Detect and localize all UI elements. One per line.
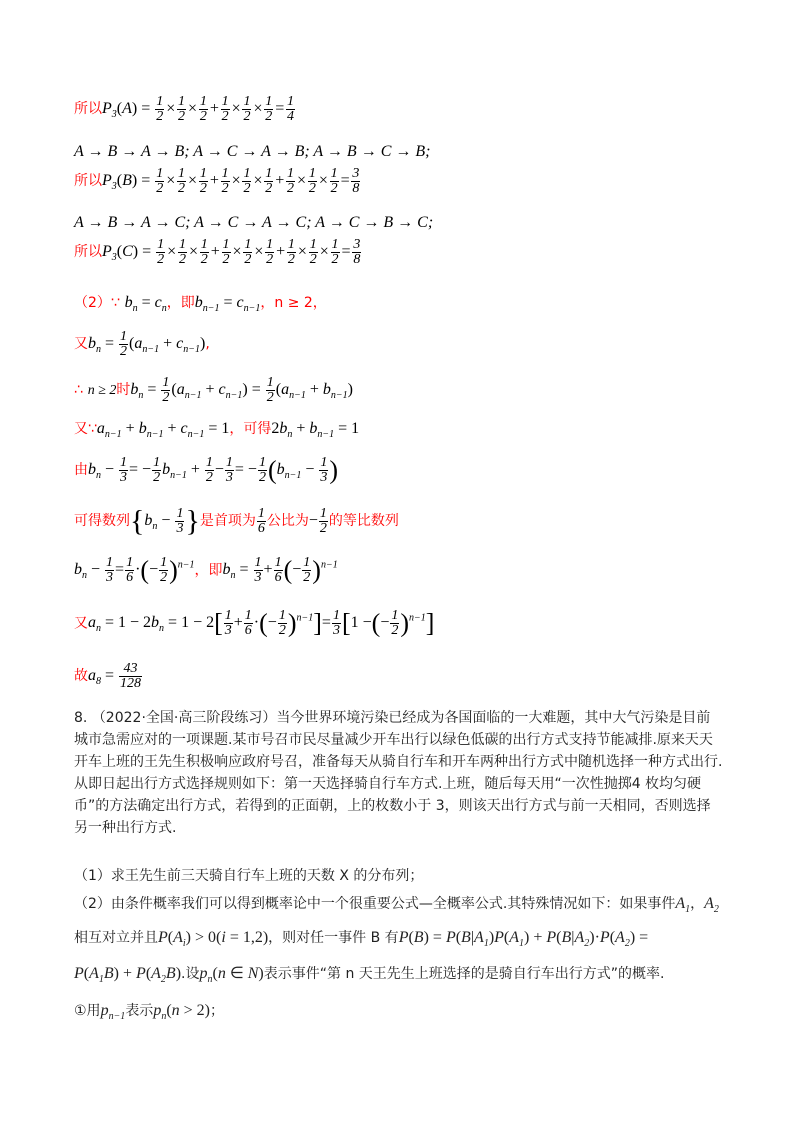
paths-line-1: A → B → A → B; A → C → A → B; A → B → C → B; — [74, 143, 431, 160]
line-geometric — [74, 504, 399, 538]
paths-line-2: A → B → A → C; A → C → A → C; A → C → B → C; — [74, 214, 434, 231]
a8-denominator: 128 — [120, 676, 142, 691]
formula-bn-def: $b_n$ = $\frac{1}{2}$ $(a_{n-1} + c_{n-1})$ — [88, 329, 206, 359]
formula-a1: $A_1$ — [675, 895, 691, 916]
line-bn-formula — [74, 556, 338, 587]
label-from: 由 — [74, 462, 88, 479]
problem-8 — [74, 707, 724, 839]
label-youbecause: 又∵ — [74, 421, 97, 437]
formula-sum: $a_{n-1} + b_{n-1} + c_{n-1} = 1$ — [96, 420, 230, 441]
formula-total-prob: $P(B) = P(B|A_1)P(A_1) + P(B|A_2)\cdot P(A_2)$ = — [398, 929, 649, 950]
label-suoyi-b: 所以 — [74, 173, 102, 190]
question-2-line1: （2）由条件概率我们可以得到概率论中一个很重要公式—全概率公式.其特殊情况如下：如果事件$A_1$，$A_2$ — [74, 895, 719, 916]
label-ji: ，即 — [166, 295, 195, 311]
formula-p3b: $P_3(B)$ = $\frac{1}{2}$ × $\frac{1}{2}$ × $\frac{1}{2}$ + $\frac{1}{2}$ × $\frac{1}{2}$ × $\frac{1}{2}$ + $\frac{1}{2}$ × $\frac{1}{2}$ × $\frac{1}{2}$ = $\frac{3}{8}$ — [102, 166, 360, 196]
line-therefore — [74, 376, 353, 406]
label-gu: 故 — [74, 668, 88, 685]
formula-bn-closed: $b_n$ = $\frac{1}{3}$ + $\frac{1}{6}$ (− $\frac{1}{2}$ )$^{n-1}$ — [222, 555, 338, 586]
formula-pn-n2: $p_n(n > 2)$ — [153, 1001, 210, 1022]
formula-p3c: $P_3(C)$ = $\frac{1}{2}$ × $\frac{1}{2}$ × $\frac{1}{2}$ + $\frac{1}{2}$ × $\frac{1}{2}$ × $\frac{1}{2}$ + $\frac{1}{2}$ × $\frac{1}{2}$ × $\frac{1}{2}$ = $\frac{3}{8}$ — [102, 237, 361, 267]
line-an-formula — [74, 609, 434, 640]
q2-text-c: ，则对任一事件 B 有 — [268, 930, 399, 947]
formula-first-term: $\frac{1}{6}$ — [257, 506, 265, 536]
line-p3a — [74, 95, 296, 125]
formula-pn-def: $p_n(n$ ∈ N) — [199, 965, 264, 986]
formula-joint: $P(A_1B) + P(A_2B)$ — [74, 965, 182, 986]
label-suoyi-c: 所以 — [74, 244, 102, 261]
label-suoyi: 所以 — [74, 101, 102, 118]
formula-ratio: − $\frac{1}{2}$ — [308, 506, 327, 536]
problem-text: 当今世界环境污染已经成为各国面临的一大难题，其中大气污染是目前城市急需应对的一项课题.某市号召市民尽量减少开车出行以绿色低碳的出行方式支持节能减排.原来天天开车上班的王先生积极响应政府号召，准备每天从骑自行车和开车两种出行方式中随机选择一种方式出行.从即日起出行方式选择规则如下：第一天选择骑自行车方式.上班，随后每天用“一次性抛掷4 枚均匀硬币”的方法确定出行方式，若得到的正面朝，上的枚数小于 3，则该天出行方式与前一天相同，否则选择另一种出行方式. — [74, 710, 723, 836]
line-part2 — [74, 292, 327, 319]
line-p3c — [74, 238, 362, 268]
q2-text-b: 相互对立并且 — [74, 930, 158, 947]
problem-source: （2022·全国·高三阶段练习） — [91, 710, 277, 726]
question-2 — [74, 893, 724, 1028]
question-2-sub1 — [74, 1000, 724, 1028]
line-p3b — [74, 167, 361, 197]
label-kede-seq: 可得数列 — [74, 513, 130, 530]
line-from — [74, 456, 338, 486]
label-dengbi: 的等比数列 — [328, 513, 399, 530]
label-n-cond: ，n ≥ 2， — [260, 295, 327, 311]
question-1: （1）求王先生前三天骑自行车上班的天数 X 的分布列； — [74, 868, 424, 884]
label-you: 又 — [74, 336, 88, 353]
formula-pa-cond: $P(A_i) > 0(i = 1,2)$ — [158, 929, 269, 950]
label-kede: ，可得 — [229, 421, 272, 437]
label-gongbi: 公比为 — [266, 513, 309, 530]
formula-an: $a_n = 1 - 2b_n = 1 - 2$[ $\frac{1}{3}$ + $\frac{1}{6}$ ·(− $\frac{1}{2}$ )$^{n-1}$]= $\frac{1}{3}$ [1 −(− $\frac{1}{2}$ )$^{n-1}$] — [88, 608, 435, 639]
formula-n-ge-2: n ≥ 2 — [87, 383, 117, 399]
formula-seq: {$b_n$ − $\frac{1}{3}$ } — [130, 504, 200, 538]
label-part2: （2）∵ — [74, 295, 120, 311]
formula-bn-eq: $b_n$ = $\frac{1}{2}$ $(a_{n-1} + c_{n-1})$ = $\frac{1}{2}$ $(a_{n-1} + b_{n-1})$ — [130, 375, 353, 405]
q2-text-a: （2）由条件概率我们可以得到概率论中一个很重要公式—全概率公式.其特殊情况如下：如果事件 — [74, 896, 676, 912]
formula-bn1-cn1: $b_{n-1} = c_{n-1}$ — [194, 294, 261, 315]
question-2-line3 — [74, 963, 724, 991]
label-therefore: ∴ — [74, 382, 83, 399]
line-bn-def: 又$b_n$ = $\frac{1}{2}$ $(a_{n-1} + c_{n-1})$, — [74, 329, 210, 359]
line-sum — [74, 418, 359, 445]
label-you2: 又 — [74, 615, 88, 632]
formula-pn1: $p_{n-1}$ — [100, 1001, 126, 1022]
label-shouxiang: 是首项为 — [199, 513, 256, 530]
line-a8 — [74, 662, 143, 692]
formula-a2: $A_2$ — [704, 895, 719, 916]
a8-numerator: 43 — [119, 662, 142, 677]
problem-number: 8. — [74, 710, 88, 726]
formula-bn-geo: $b_n$ − $\frac{1}{3}$ = $\frac{1}{6}$ ·(− $\frac{1}{2}$ )$^{n-1}$ — [74, 555, 195, 586]
q2-text-d: .设 — [181, 966, 200, 983]
formula-p3a: $P_3(A)$ = $\frac{1}{2}$ × $\frac{1}{2}$ × $\frac{1}{2}$ + $\frac{1}{2}$ × $\frac{1}{2}$ × $\frac{1}{2}$ = $\frac{1}{4}$ — [102, 94, 295, 124]
q2-sub-label: ①用 — [74, 1002, 101, 1019]
label-shi: 时 — [116, 382, 131, 399]
label-ji2: ，即 — [194, 562, 223, 579]
q2-text-e: 表示事件“第 n 天王先生上班选择的是骑自行车出行方式”的概率. — [263, 966, 665, 983]
formula-2bn: $2b_n + b_{n-1} = 1$ — [271, 420, 360, 441]
formula-a8: $a_8$ = $\frac{43}{128}$ — [88, 661, 142, 691]
formula-recurrence: $b_n$ − $\frac{1}{3}$ = − $\frac{1}{2}$ $b_{n-1}$ + $\frac{1}{2}$ − $\frac{1}{3}$ = − $\frac{1}{2}$ ($b_{n-1}$ − $\frac{1}{3}$ ) — [88, 455, 339, 485]
q2-sub-label2: 表示 — [125, 1002, 154, 1019]
formula-bn-cn: $b_n = c_n$ — [124, 294, 167, 315]
q2-sub-label3: ； — [210, 1002, 224, 1019]
question-2-line2 — [74, 927, 724, 955]
